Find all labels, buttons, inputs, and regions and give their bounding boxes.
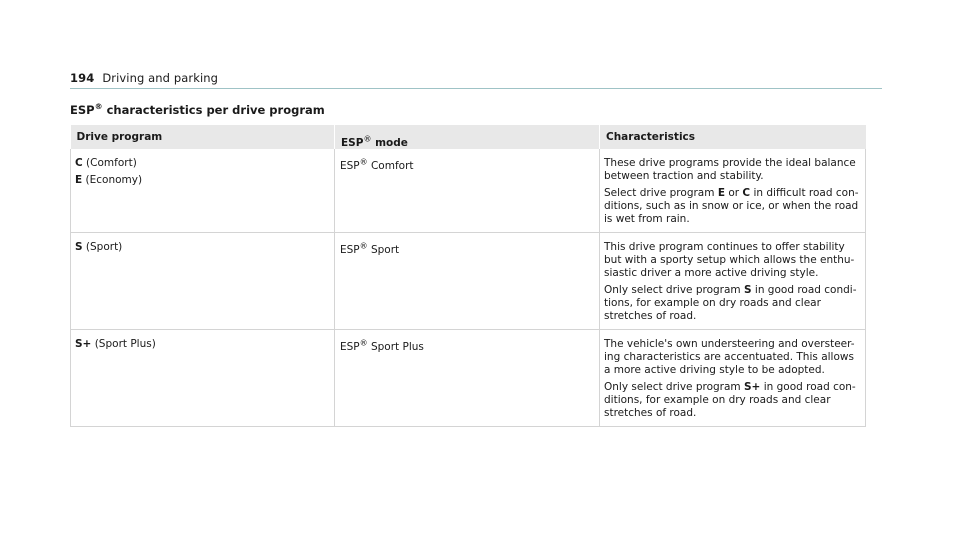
page-header	[70, 71, 218, 85]
esp-mode-cell: ESP® Sport Plus	[335, 330, 600, 427]
characteristics-cell: This drive program continues to offer stability but with a sporty setup which allows the enthu- siastic driver a more active driving style. Only select drive program S in good road condi- tions, for example on dry roads and clear stretches of road.	[600, 233, 866, 330]
table-row	[71, 233, 866, 330]
drive-program-cell: S+ (Sport Plus)	[71, 330, 335, 427]
esp-mode-cell: ESP® Sport	[335, 233, 600, 330]
table-row	[71, 330, 866, 427]
header-drive-program: Drive program	[71, 125, 335, 149]
characteristics-cell: The vehicle's own understeering and oversteer- ing characteristics are accentuated. This allows a more active driving style to be adopted. Only select drive program S+ in good road con- ditions, for example on dry roads and clear stretches of road.	[600, 330, 866, 427]
section-title: ESP® characteristics per drive program	[70, 102, 325, 117]
header-esp-mode: ESP® mode	[335, 125, 600, 149]
drive-program-cell: S (Sport)	[71, 233, 335, 330]
esp-characteristics-table	[70, 125, 866, 427]
section-name: Driving and parking	[102, 71, 219, 85]
header-characteristics: Characteristics	[600, 125, 866, 149]
esp-mode-cell: ESP® Comfort	[335, 149, 600, 233]
table-row	[71, 149, 866, 233]
page-number: 194	[70, 71, 95, 85]
registered-mark: ®	[94, 102, 103, 112]
table-header-row	[71, 125, 866, 149]
drive-program-cell: C (Comfort) E (Economy)	[71, 149, 335, 233]
header-divider	[70, 88, 882, 89]
characteristics-cell: These drive programs provide the ideal balance between traction and stability. Select drive program E or C in difficult road con- ditions, such as in snow or ice, or when the road is wet from rain.	[600, 149, 866, 233]
